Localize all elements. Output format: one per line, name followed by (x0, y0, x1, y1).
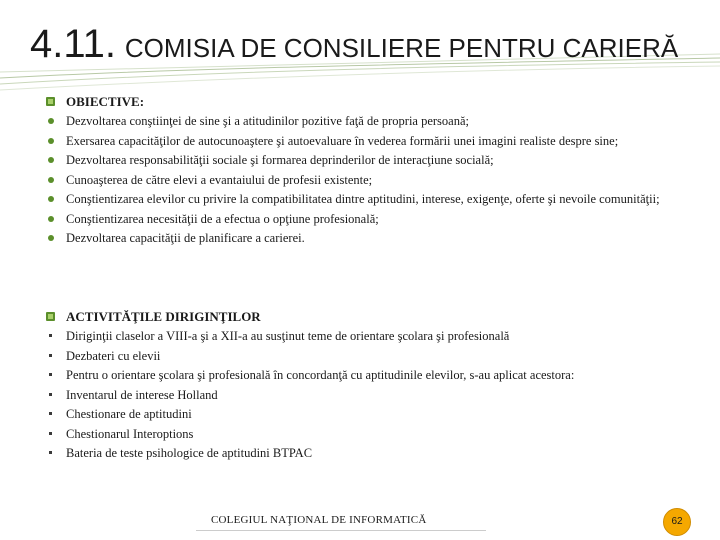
list-item: Bateria de teste psihologice de aptitudini BTPAC (46, 446, 686, 460)
objectives-heading-text: OBIECTIVE: (66, 94, 145, 109)
square-bullet-icon (49, 432, 52, 435)
list-item: Diriginţii claselor a VIII-a şi a XII-a au susţinut teme de orientare şcolara şi profesională (46, 329, 686, 343)
square-bullet-icon (49, 393, 52, 396)
list-item: Dezbateri cu elevii (46, 349, 686, 363)
list-item: Dezvoltarea conştiinţei de sine şi a atitudinilor pozitive faţă de propria persoană; (46, 114, 686, 128)
dot-bullet-icon (48, 235, 54, 241)
dot-bullet-icon (48, 196, 54, 202)
dot-bullet-icon (48, 118, 54, 124)
footer-school-name: COLEGIUL NAŢIONAL DE INFORMATICĂ (211, 514, 427, 526)
square-bullet-icon (49, 354, 52, 357)
list-item: Conştientizarea necesităţii de a efectua o opţiune profesională; (46, 212, 686, 226)
dot-bullet-icon (48, 138, 54, 144)
list-item: Cunoaşterea de către elevi a evantaiului de profesii existente; (46, 173, 686, 187)
square-bullet-icon (49, 373, 52, 376)
page-title (30, 22, 678, 67)
title-text: COMISIA DE CONSILIERE PENTRU CARIERĂ (124, 33, 679, 63)
checkbox-bullet-icon (46, 97, 55, 106)
checkbox-bullet-icon (46, 312, 55, 321)
list-item: Dezvoltarea responsabilităţii sociale şi formarea deprinderilor de interacţiune socială; (46, 153, 686, 167)
dot-bullet-icon (48, 216, 54, 222)
dot-bullet-icon (48, 157, 54, 163)
square-bullet-icon (49, 334, 52, 337)
list-item: Dezvoltarea capacităţii de planificare a carierei. (46, 231, 686, 245)
square-bullet-icon (49, 412, 52, 415)
square-bullet-icon (49, 451, 52, 454)
list-item: Chestionare de aptitudini (46, 407, 686, 421)
activities-list (46, 329, 686, 460)
objectives-list (46, 114, 686, 245)
activities-heading (46, 308, 686, 326)
footer-divider (196, 530, 486, 531)
objectives-heading (46, 93, 686, 111)
list-item: Exersarea capacităţilor de autocunoaştere şi autoevaluare în vederea formării unei imagini realiste despre sine; (46, 134, 686, 148)
activities-section (46, 308, 686, 466)
page-number-badge: 62 (663, 508, 691, 536)
list-item: Inventarul de interese Holland (46, 388, 686, 402)
objectives-section (46, 93, 686, 251)
title-number: 4.11. (30, 22, 116, 66)
dot-bullet-icon (48, 177, 54, 183)
list-item: Conştientizarea elevilor cu privire la compatibilitatea dintre aptitudini, interese, exigenţe, oferte şi nevoile comunităţii; (46, 192, 686, 206)
list-item: Chestionarul Interoptions (46, 427, 686, 441)
list-item: Pentru o orientare şcolara şi profesională în concordanţă cu aptitudinile elevilor, s-au aplicat acestora: (46, 368, 686, 382)
activities-heading-text: ACTIVITĂŢILE DIRIGINŢILOR (66, 309, 261, 324)
